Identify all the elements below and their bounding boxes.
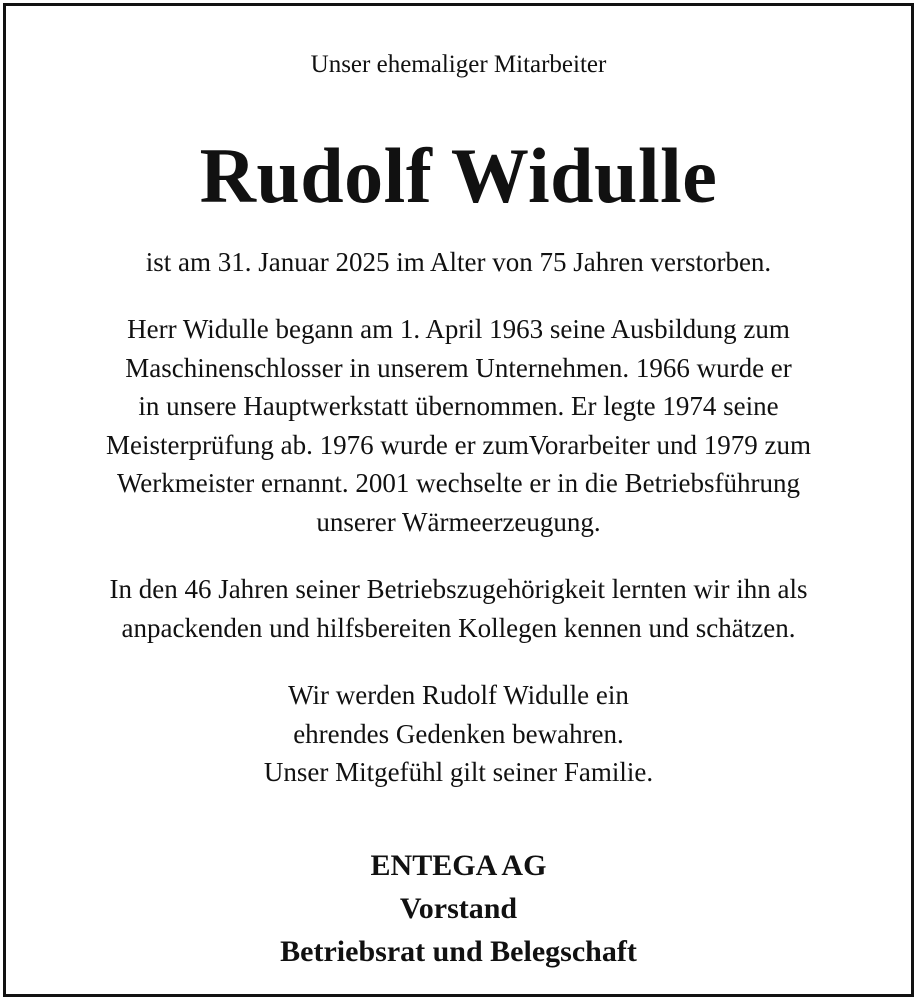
signature-board: Vorstand [399, 892, 518, 925]
deceased-name: Rudolf Widulle [199, 132, 718, 219]
signature-staff: Betriebsrat und Belegschaft [280, 935, 637, 968]
signature-company: ENTEGA AG [370, 849, 547, 882]
death-announcement: ist am 31. Januar 2025 im Alter von 75 Jahren verstorben. [145, 247, 772, 277]
signature-block [6, 844, 911, 973]
tribute-line: anpackenden und hilfsbereiten Kollegen kennen und schätzen. [121, 612, 796, 643]
closing-paragraph [6, 676, 911, 792]
biography-line: in unsere Hauptwerkstatt übernommen. Er legte 1974 seine [138, 391, 779, 421]
intro-text: Unser ehemaliger Mitarbeiter [310, 51, 607, 78]
closing-line: Unser Mitgefühl gilt seiner Familie. [263, 757, 654, 787]
closing-line: ehrendes Gedenken bewahren. [293, 718, 624, 749]
biography-line: Maschinenschlosser in unserem Unternehmen. 1966 wurde er [125, 352, 792, 383]
tribute-line: In den 46 Jahren seiner Betriebszugehörigkeit lernten wir ihn als [109, 574, 808, 604]
biography-line: Werkmeister ernannt. 2001 wechselte er in die Betriebsführung [116, 468, 801, 498]
biography-paragraph [6, 310, 911, 541]
tribute-paragraph [6, 570, 911, 647]
biography-line: Meisterprüfung ab. 1976 wurde er zumVorarbeiter und 1979 zum [105, 429, 812, 460]
obituary-frame [3, 3, 914, 997]
biography-line: unserer Wärmeerzeugung. [316, 506, 601, 537]
biography-line: Herr Widulle begann am 1. April 1963 seine Ausbildung zum [127, 314, 790, 344]
closing-line: Wir werden Rudolf Widulle ein [288, 680, 629, 710]
